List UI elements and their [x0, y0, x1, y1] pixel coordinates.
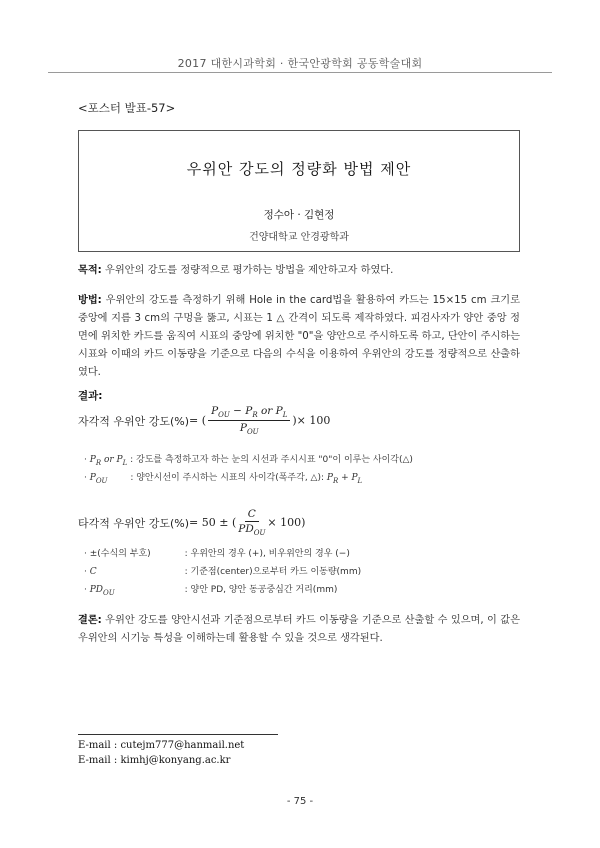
- f1-note1-sub-b: L: [122, 458, 128, 467]
- f2-note-3: [84, 582, 337, 597]
- f2-label: 타각적 우위안 강도(%): [78, 516, 190, 530]
- f2-denominator: [238, 522, 265, 537]
- results-label: 결과:: [78, 390, 103, 402]
- f1-den: P: [239, 422, 247, 435]
- paper-title: 우위안 강도의 정량화 방법 제안: [186, 160, 412, 178]
- bullet: ·: [84, 585, 87, 595]
- f1-note2-tail-b-sub: L: [357, 476, 363, 485]
- f1-note2-sep: :: [107, 473, 137, 483]
- f2-note3-text: 양안 PD, 양안 동공중심간 거리(mm): [190, 585, 338, 595]
- f2-numerator: C: [245, 508, 259, 522]
- f2-note1-sep: :: [181, 549, 191, 559]
- f1-note1-sym-b: P: [116, 455, 123, 465]
- method-label: 방법:: [78, 295, 102, 306]
- purpose-section: [78, 262, 520, 280]
- f1-note2-tail-a-sub: R: [332, 476, 339, 485]
- f1-fraction: [208, 405, 290, 436]
- email-label: E-mail :: [78, 740, 121, 751]
- footnote-email-1: [78, 740, 244, 751]
- f2-note3-key-sub: OU: [103, 588, 115, 597]
- f2-tail: × 100): [267, 516, 306, 530]
- f1-num-c: P: [275, 405, 283, 417]
- f2-note3-sep: :: [181, 585, 191, 595]
- email-label: E-mail :: [78, 755, 121, 766]
- f1-note2-sub-a: OU: [95, 476, 108, 485]
- method-text: 우위안의 강도를 측정하기 위해 Hole in the card법을 활용하여 카드는 15×15 cm 크기로 중앙에 지름 3 cm의 구멍을 뚫고, 시표는 1 △ 간격이 되도록 제작하였다. 피검사자가 양안 중앙 정면에 위치한 카드를 움직여 시표의 중앙에 위치한 "0"을 양안으로 주시하도록 하고, 단안이 주시하는 시표와 이때의 카드 이동량을 기준으로 다음의 수식을 이용하여 우위안의 강도를 정량적으로 산출하였다.: [78, 295, 520, 378]
- conclusion-label: 결론:: [78, 615, 102, 626]
- email-value: cutejm777@hanmail.net: [120, 740, 245, 751]
- f1-note1-or: or: [101, 455, 117, 465]
- bullet: ·: [84, 549, 87, 559]
- f2-den: PD: [238, 523, 254, 535]
- bullet: ·: [84, 455, 87, 465]
- email-value: kimhj@konyang.ac.kr: [120, 755, 231, 766]
- conclusion-text: 우위안 강도를 양안시선과 기준점으로부터 카드 이동량을 기준으로 산출할 수 있으며, 이 값은 우위안의 시기능 특성을 이해하는데 활용할 수 있을 것으로 생각된다.: [78, 615, 520, 644]
- footnote-email-2: [78, 755, 230, 766]
- f2-note-1: [84, 546, 350, 559]
- f2-fraction: [238, 508, 265, 537]
- f1-note2-sym-a: P: [89, 473, 96, 483]
- f1-note-1: [84, 452, 413, 467]
- f2-note1-text: 우위안의 경우 (+), 비우위안의 경우 (−): [190, 549, 350, 559]
- header-rule: [48, 72, 552, 73]
- f1-note1-sub-a: R: [95, 458, 102, 467]
- f2-note-2: [84, 564, 361, 577]
- f1-numerator: [208, 405, 290, 421]
- poster-label: <포스터 발표-57>: [78, 101, 176, 115]
- f2-note2-key: C: [89, 567, 97, 577]
- f1-num-c-sub: L: [282, 411, 288, 420]
- f2-note2-sep: :: [181, 567, 191, 577]
- f1-note-2: [84, 470, 362, 485]
- authors: 정수아 · 김현정: [263, 209, 335, 221]
- f2-den-sub: OU: [253, 529, 266, 538]
- f1-num-a-sub: OU: [218, 411, 230, 420]
- conclusion-section: [78, 612, 520, 648]
- f1-note2-tail-a: P: [326, 473, 333, 483]
- f2-note3-key: PD: [89, 585, 104, 595]
- f2-note1-key: ±(수식의 부호): [89, 549, 151, 559]
- f2-eq: = 50 ± (: [189, 516, 237, 530]
- f1-note1-sep: :: [127, 455, 137, 465]
- conference-header: 2017 대한시과학회 · 한국안광학회 공동학술대회: [177, 57, 423, 70]
- f2-note2-text: 기준점(center)으로부터 카드 이동량(mm): [190, 567, 362, 577]
- page-number: - 75 -: [286, 796, 314, 807]
- f1-note2-plus: +: [338, 473, 352, 483]
- f1-note1-text: 강도를 측정하고자 하는 눈의 시선과 주시시표 "0"이 이루는 사이각(△): [136, 455, 413, 465]
- f1-eq: = (: [189, 414, 207, 428]
- f1-num-b-sub: R: [252, 411, 258, 420]
- affiliation: 건양대학교 안경광학과: [249, 232, 349, 243]
- f1-label: 자각적 우위안 강도(%): [78, 414, 190, 428]
- f1-num-b: P: [245, 405, 253, 417]
- f1-denominator: [240, 421, 259, 436]
- formula-subjective: [78, 405, 330, 436]
- f1-num-minus: −: [229, 405, 246, 417]
- f1-num-a: P: [211, 405, 219, 417]
- f1-den-sub: OU: [246, 428, 259, 437]
- footnote-rule: [78, 734, 278, 735]
- method-section: [78, 292, 520, 382]
- f1-note1-sym-a: P: [89, 455, 96, 465]
- purpose-text: 우위안의 강도를 정량적으로 평가하는 방법을 제안하고자 하였다.: [101, 265, 394, 276]
- f1-note2-tail-b: P: [351, 473, 358, 483]
- purpose-label: 목적:: [78, 265, 102, 276]
- f1-tail: )× 100: [292, 414, 331, 428]
- bullet: ·: [84, 473, 87, 483]
- formula-objective: [78, 508, 305, 537]
- bullet: ·: [84, 567, 87, 577]
- f1-note2-text: 양안시선이 주시하는 시표의 사이각(폭주각, △):: [136, 473, 327, 483]
- f1-num-or: or: [257, 405, 276, 417]
